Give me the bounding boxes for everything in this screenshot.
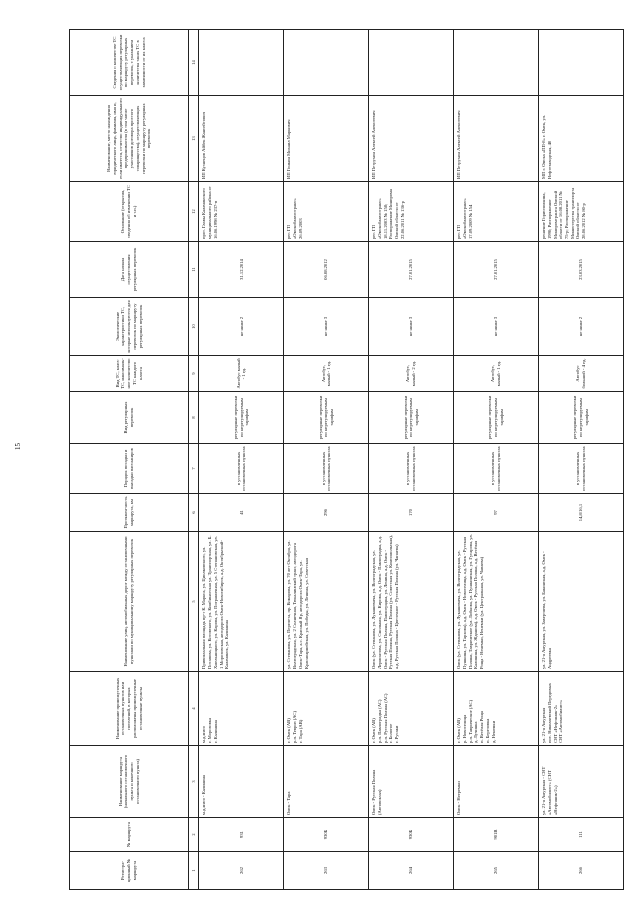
boarding-cell: в установленных остановочных пунктах <box>284 444 369 494</box>
boarding-cell: в установленных остановочных пунктах <box>369 444 454 494</box>
start-date-cell: 06.08.2012 <box>284 242 369 298</box>
stop-item: р.п. Тевриз (АС) <box>292 711 298 743</box>
transport-kind-cell: регулярные перевозки по нерегулируемым тарифам <box>284 392 369 444</box>
vehicle-cell: Автобус, малый - 1 ед. <box>284 356 369 392</box>
route-number-cell: 930Б <box>369 818 454 852</box>
table-row <box>284 30 369 890</box>
basis-cell: рег. ГП «Омскоблавтотранс» 17.09.2009 № 154 <box>454 182 539 242</box>
carrier-cell: ИП Петрухин Алексей Алексеевич <box>454 96 539 182</box>
column-number-row <box>189 30 199 890</box>
basis-cell: рег. ГП «Омскоблавтотранс» 18.11.2003 № 158; Распоряжение Минпрома Омской области от 22.06.2011 № 136-р <box>369 182 454 242</box>
transport-kind-cell: регулярные перевозки по нерегулируемым тарифам <box>199 392 284 444</box>
basis-cell: прот. Главы Калачинского муниципального района от 16.06.1998 № 237-п <box>199 182 284 242</box>
column-number: 10 <box>189 298 199 356</box>
vehicle-count-cell <box>454 30 539 96</box>
streets-cell: Омск (ул. Степанова, ул. Лукашевича, ул. Волгоградская, ул. Пушкина, ул. Тархова), а.д. Омск - Новоселица, а.д. Омск - Русская Поляна, Таврическое (ул. Лобкова, ул. Пушкинская, ул. Гусарова, ул. Калинина, ул. Жданова), а.д. Омск - Русская Поляна, а.д. Весёлая Роща - Ненемки, Ненемки (ул. Центральная, ул. Чапаева) <box>454 532 539 672</box>
stops-cell <box>369 672 454 746</box>
start-date-cell: 27.01.2015 <box>369 242 454 298</box>
header-cell: Экологические характеристики ТС, которые используются для перевозок по маршруту регулярных перевозок <box>70 298 189 356</box>
route-number-cell: 931 <box>199 818 284 852</box>
route-name-cell: Омск - Тара <box>284 746 369 818</box>
column-number: 11 <box>189 242 199 298</box>
stop-item: р.п. Павлоградка (АС) <box>376 699 382 743</box>
vehicle-count-cell <box>539 30 624 96</box>
stop-item: п. Березовка <box>484 718 490 743</box>
eco-cell: не ниже 3 <box>454 298 539 356</box>
header-cell: Протяжен-ность маршрута, км <box>70 494 189 532</box>
header-cell: Сведения о количестве ТС осуществляющих перевозки по маршруту регулярных перевозок, с указанием количества таких ТС в зависимости от их класса <box>70 30 189 96</box>
route-name-cell: Омск - Нееремки <box>454 746 539 818</box>
carrier-cell: ИП Гонкин Михаил Маркович <box>284 96 369 182</box>
table-row <box>199 30 284 890</box>
header-cell: Регистра-ционный № маршрута <box>70 852 189 890</box>
stop-item: СНТ «Автомобилист» <box>558 699 564 743</box>
table-row <box>369 30 454 890</box>
stop-item: м.д.мясо <box>201 726 207 743</box>
reg-number-cell: 266 <box>539 852 624 890</box>
column-number: 13 <box>189 96 199 182</box>
basis-cell: решение Горисполкома, 1990; Распоряжение Минпромтранса Омской области от 16.08.2011 № 75-р; Распоряжение Министерства транспорта Омской области от 28.06.2012 № 80-р <box>539 182 624 242</box>
stop-item: г. Бологое <box>388 723 394 743</box>
header-row <box>70 30 189 890</box>
page-number: 15 <box>14 443 22 450</box>
column-number: 12 <box>189 182 199 242</box>
reg-number-cell: 262 <box>199 852 284 890</box>
route-number-cell: 111 <box>539 818 624 852</box>
registry-table-container <box>69 30 624 890</box>
carrier-cell: МП г. Омска «ПП-8» г. Омск, ул. Нефтезаводская, 40 <box>539 96 624 182</box>
reg-number-cell: 263 <box>284 852 369 890</box>
table-row <box>454 30 539 890</box>
stop-item: г. Калинина <box>212 720 218 743</box>
vehicle-count-cell <box>369 30 454 96</box>
column-number: 3 <box>189 746 199 818</box>
header-cell: Наименование промежуточных остановочных пунктов или поселений, в которых расположены промежуточные остановочные пункты <box>70 672 189 746</box>
start-date-cell: 23.03.2015 <box>539 242 624 298</box>
route-name-cell: Омск - Русская Поляна (Автовокзал) <box>369 746 454 818</box>
column-number: 7 <box>189 444 199 494</box>
transport-kind-cell: регулярные перевозки по нерегулируемым тарифам <box>539 392 624 444</box>
stop-item: г. Тара (АВ) <box>297 719 303 743</box>
eco-cell: не ниже 3 <box>284 298 369 356</box>
header-cell: Основание (открытия, сведения об изменении ТС и т.п.) <box>70 182 189 242</box>
column-number: 5 <box>189 532 199 672</box>
transport-kind-cell: регулярные перевозки по нерегулируемым тарифам <box>454 392 539 444</box>
header-cell: Наименование улиц, автомобильных дорог между остановочными пунктами по муниципальному маршруту регулярных перевозок <box>70 532 189 672</box>
reg-number-cell: 264 <box>369 852 454 890</box>
boarding-cell: в установленных остановочных пунктах <box>539 444 624 494</box>
vehicle-cell: Автобус, малый - 1 ед. <box>454 356 539 392</box>
column-number: 8 <box>189 392 199 444</box>
header-cell: Порядок посадки и высадки пассажиров <box>70 444 189 494</box>
stop-item: г. Омск (АВ) <box>371 718 377 743</box>
stops-cell <box>284 672 369 746</box>
route-number-cell: 930Б <box>284 818 369 852</box>
length-cell: 41 <box>199 494 284 532</box>
column-number: 9 <box>189 356 199 392</box>
stop-item: СНТ «Нефтяник-2» <box>552 704 558 743</box>
stop-item: г. Омск (АВ) <box>456 718 462 743</box>
column-number: 2 <box>189 818 199 852</box>
eco-cell: не ниже 3 <box>369 298 454 356</box>
streets-cell: ул. 21-я Амурская, ул. Завертяева, ул. Бакинская, а.д. Омск - Андреевка <box>539 532 624 672</box>
length-cell: 97 <box>454 494 539 532</box>
route-registry-table <box>69 29 624 890</box>
header-cell: Дата начала осуществления регулярных перевозок <box>70 242 189 298</box>
boarding-cell: в установленных остановочных пунктах <box>454 444 539 494</box>
header-cell: Вид ТС, класс ТС, максималь-ное количество ТС каждого класса <box>70 356 189 392</box>
vehicle-cell: Автобус большой - 4 ед. <box>539 356 624 392</box>
stop-item: г. Морозовка <box>207 718 213 743</box>
stop-item: пос. Николаевский Передовых <box>546 683 552 743</box>
start-date-cell: 31.12.2014 <box>199 242 284 298</box>
eco-cell: не ниже 2 <box>199 298 284 356</box>
stop-item: ул. 21-я Амурская <box>541 707 547 743</box>
reg-number-cell: 265 <box>454 852 539 890</box>
length-cell: 14,8/16,1 <box>539 494 624 532</box>
carrier-cell: ИП Кузнецов Айбек Жансейтович <box>199 96 284 182</box>
header-cell: № маршрута <box>70 818 189 852</box>
stop-item: г. Русаки <box>394 725 400 743</box>
route-number-cell: 901В <box>454 818 539 852</box>
route-name-cell: м.д.мясо - Калинина <box>199 746 284 818</box>
vehicle-cell: Автобус малый - 1 ед. <box>199 356 284 392</box>
basis-cell: рег. ГП «Омскоблавтотранс» 26.09.2003 <box>284 182 369 242</box>
header-cell: Вид регулярных перевозок <box>70 392 189 444</box>
stop-item: р.п. Таврическое (АС) <box>467 699 473 743</box>
eco-cell: не ниже 2 <box>539 298 624 356</box>
transport-kind-cell: регулярные перевозки по нерегулируемым тарифам <box>369 392 454 444</box>
stops-cell <box>199 672 284 746</box>
stop-item: д. Ненемки <box>490 720 496 743</box>
stops-cell <box>454 672 539 746</box>
column-number: 4 <box>189 672 199 746</box>
carrier-cell: ИП Петрухин Алексей Алексеевич <box>369 96 454 182</box>
column-number: 1 <box>189 852 199 890</box>
stop-item: р.п. Русская Поляна (АС) <box>382 693 388 743</box>
column-number: 14 <box>189 30 199 96</box>
vehicle-cell: Автобус, малый - 2 ед. <box>369 356 454 392</box>
start-date-cell: 27.01.2015 <box>454 242 539 298</box>
streets-cell: Омск (ул. Степанова, ул. Лукашевича, ул. Волгоградская, ул. Лермонтова, ул. Смольная, ул. Кирова, а.д. Омск - Павлоградка, а.д. Омск - Русская Поляна, Павлоградка, ул. Ленина, а.д. Омск - Русская Поляна, Русская Поляна (ул. Советская ул. Комсомольская), а.д. Русская Поляна - Цветочное - Русская Поляна (ул. Чапаева) <box>369 532 454 672</box>
length-cell: 170 <box>369 494 454 532</box>
boarding-cell: в установленных остановочных пунктах <box>199 444 284 494</box>
streets-cell: ул. Степанова, ул. Перелета, пр. Комарова, ул. 70 лет Октября, ул. Волгоградская, ул. 2 Солнечная, Тюкалинский тракт, автодорога Омск-Тара, а.с. Красный Яр, автодорога Омск-Тара, ул. Красноармейская, ул. Победы, ул. Ленина, ул. Советская <box>284 532 369 672</box>
length-cell: 296 <box>284 494 369 532</box>
vehicle-count-cell <box>284 30 369 96</box>
column-number: 6 <box>189 494 199 532</box>
stop-item: п. Весёлая Роща <box>479 711 485 743</box>
stop-item: г. Омск (АВ) <box>286 718 292 743</box>
vehicle-count-cell <box>199 30 284 96</box>
route-name-cell: ул. 21-я Амурская - СНТ «Автомобилист» (СНТ «Нефтяник-2») <box>539 746 624 818</box>
header-cell: Наименование маршрута (начального остановочного пункта и конечного остановочного пункта) <box>70 746 189 818</box>
stops-cell <box>539 672 624 746</box>
table-row <box>539 30 624 890</box>
streets-cell: Привокзальная площадь пр-т К. Маркса, ул. Циолковского, ул. Потапова, ул. Котовского, ул. Комбинатская ул. Транспортная, ул. Б. Хмельницкого, ул. Карова, ул. Пограничная, ул. 5 Степановская, ул. 1 Морозовская, автодорога Омск-Новосибирск, а.д. Октябрьский-Калачинск, ул. Калинина <box>199 532 284 672</box>
header-cell: Наименование, место нахождения юридического лица, фамилия, имя и, если имеется, отчество индивидуального предпринимателя (в том числе участников договора простого товарищества), осуществляющих перевозки по маршруту регулярных перевозок <box>70 96 189 182</box>
stop-item: р. Новоселица <box>461 714 467 743</box>
stop-item: д. Лучинка <box>473 721 479 743</box>
